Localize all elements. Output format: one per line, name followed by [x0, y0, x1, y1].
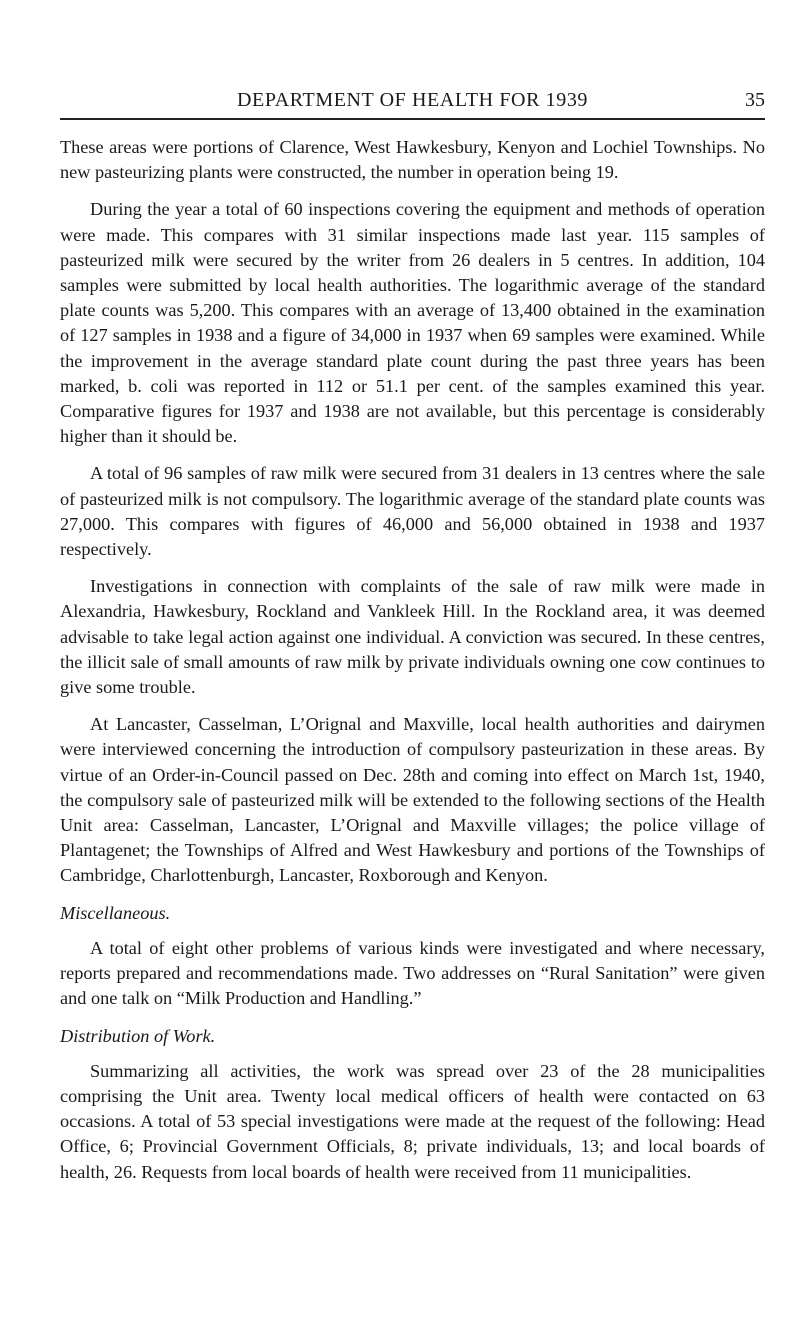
- paragraph: Summarizing all activities, the work was spread over 23 of the 28 municipalities comprising the Unit area. Twenty local medical officers of health were contacted on 63 occasions. A total of 53 special investigations were made at the request of the following: Head Office, 6; Provincial Government Officials, 8; private individuals, 13; and local boards of health, 26. Requests from local boards of health were received from 11 municipalities.: [60, 1060, 765, 1182]
- paragraph: At Lancaster, Casselman, L’Orignal and Maxville, local health authorities and dairymen were interviewed concerning the introduction of compulsory pasteurization in these areas. By virtue of an Order-in-Council passed on Dec. 28th and coming into effect on March 1st, 1940, the compulsory sale of pasteurized milk will be extended to the following sections of the Health Unit area: Casselman, Lancaster, L’Orignal and Maxville villages; the police village of Plantagenet; the Townships of Alfred and West Hawkesbury and portions of the Townships of Cambridge, Charlottenburgh, Lancaster, Roxborough and Kenyon.: [60, 714, 765, 886]
- body-text: [60, 135, 765, 1197]
- paragraph: These areas were portions of Clarence, West Hawkesbury, Kenyon and Lochiel Townships. No new pasteurizing plants were constructed, the number in operation being 19.: [60, 137, 765, 183]
- paragraph: Investigations in connection with complaints of the sale of raw milk were made in Alexandria, Hawkesbury, Rockland and Vankleek Hill. In the Rockland area, it was deemed advisable to take legal action against one individual. A conviction was secured. In these centres, the illicit sale of small amounts of raw milk by private individuals owning one cow continues to give some trouble.: [60, 576, 765, 698]
- running-header: [60, 88, 765, 120]
- paragraph: A total of eight other problems of various kinds were investigated and where necessary, reports prepared and recommendations made. Two addresses on “Rural Sanitation” were given and one talk on “Milk Production and Handling.”: [60, 937, 765, 1009]
- running-title: DEPARTMENT OF HEALTH FOR 1939: [236, 89, 589, 111]
- paragraph: A total of 96 samples of raw milk were secured from 31 dealers in 13 centres where the sale of pasteurized milk is not compulsory. The logarithmic average of the standard plate counts was 27,000. This compares with figures of 46,000 and 56,000 obtained in 1938 and 1937 respectively.: [60, 463, 765, 560]
- section-heading-distribution-of-work: Distribution of Work.: [60, 1025, 216, 1046]
- page-number: 35: [745, 89, 765, 111]
- paragraph: During the year a total of 60 inspections covering the equipment and methods of operation were made. This compares with 31 similar inspections made last year. 115 samples of pasteurized milk were secured by the writer from 26 dealers in 5 centres. In addition, 104 samples were submitted by local health authorities. The logarithmic average of the standard plate counts was 5,200. This compares with an average of 13,400 obtained in the examination of 127 samples in 1938 and a figure of 34,000 in 1937 when 69 samples were examined. While the improvement in the average standard plate count during the past three years has been marked, b. coli was reported in 112 or 51.1 per cent. of the samples examined this year. Comparative figures for 1937 and 1938 are not available, but this percentage is considerably higher than it should be.: [60, 199, 765, 447]
- section-heading-miscellaneous: Miscellaneous.: [60, 902, 171, 923]
